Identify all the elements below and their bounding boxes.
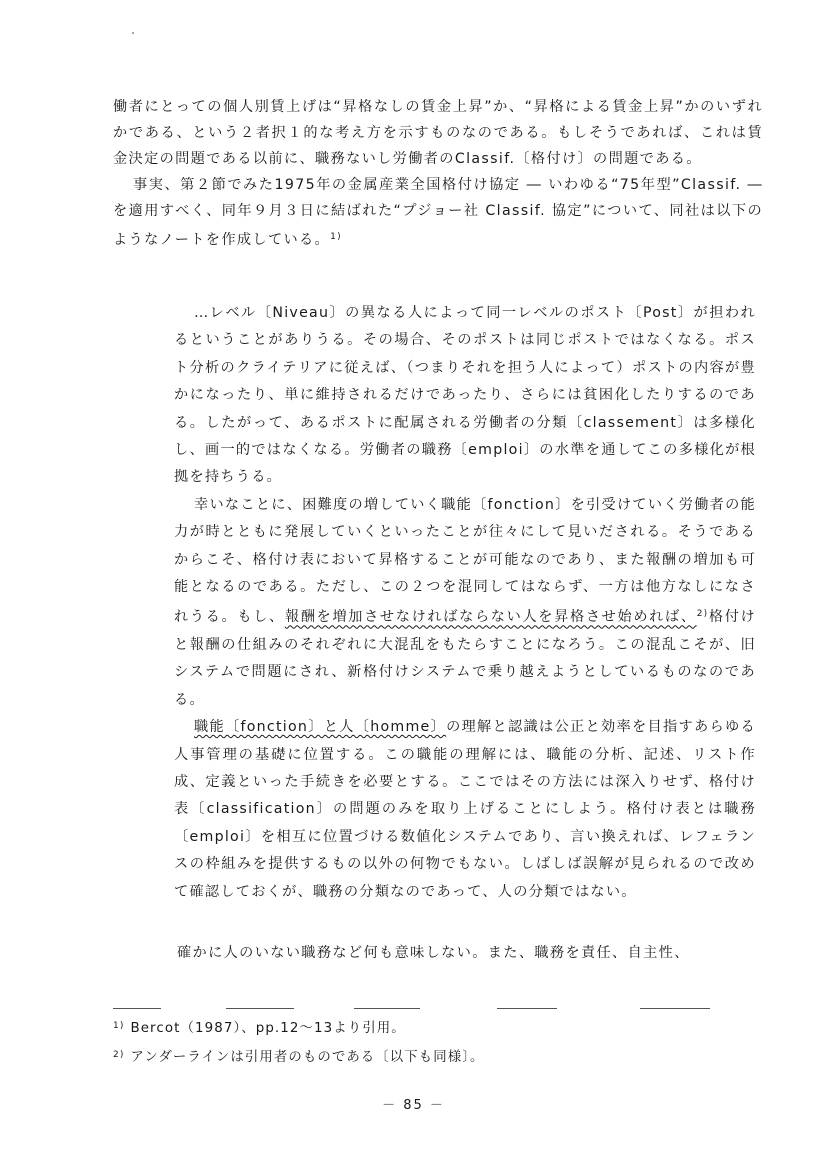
- footnote-ref-1: 1): [330, 232, 343, 242]
- page-number: － 85 －: [382, 1098, 445, 1113]
- footnote-2: $^{2)}$ アンダーラインは引用者のものである〔以下も同様〕。: [113, 1050, 485, 1065]
- footnote-1: $^{1)}$ Bercot（1987）、pp.12～13より引用。: [113, 1021, 406, 1036]
- footnote-rule: [226, 1008, 294, 1009]
- paragraph-1: 働者にとっての個人別賃上げは“昇格なしの賃金上昇”か、“昇格による賃金上昇”かのいずれかである、という２者択１的な考え方を示すものなのである。もしそうであれば、これは賃金決定の問題である以前に、職務ないし労働者のClassif.〔格付け〕の問題である。: [113, 99, 763, 167]
- footnote-rule: [640, 1008, 710, 1009]
- scan-speck: [132, 32, 134, 34]
- footnote-rule: [113, 1008, 161, 1009]
- paragraph-2: 事実、第２節でみた1975年の金属産業全国格付け協定 ― いわゆる“75年型”Classif. ― を適用すべく、同年９月３日に結ばれた“プジョー社 Classif. 協定”について、同社は以下のようなノートを作成している。$^{1)}$: [113, 177, 763, 248]
- quote-paragraph-2: 幸いなことに、困難度の増していく職能〔fonction〕を引受けていく労働者の能力が時とともに発展していくといったことが往々にして見いだされる。そうであるからこそ、格付け表において昇格することが可能なのであり、また報酬の増加も可能となるのである。ただし、この２つを混同してはならず、一方は他方なしになされうる。もし、報酬を増加させなければならない人を昇格させ始めれば、$^{2)}$格付けと報酬の仕組みのそれぞれに大混乱をもたらすことになろう。この混乱こそが、旧システムで問題にされ、新格付けシステムで乗り越えようとしているものなのである。: [174, 496, 757, 708]
- paragraph-3: 確かに人のいない職務など何も意味しない。また、職務を責任、自主性、: [177, 945, 690, 961]
- block-quote: [174, 300, 756, 906]
- footnote-rule: [497, 1008, 557, 1009]
- quote-paragraph-3: 職能〔fonction〕と人〔homme〕の理解と認識は公正と効率を目指すあらゆる人事管理の基礎に位置する。この職能の理解には、職能の分析、記述、リスト作成、定義といった手続きを必要とする。ここではその方法には深入りせず、格付け表〔classification〕の問題のみを取り上げることにしよう。格付け表とは職務〔emploi〕を相互に位置づける数値化システムであり、言い換えれば、レフェランスの枠組みを提供するもの以外の何物でもない。しばしば誤解が見られるので改めて確認しておくが、職務の分類なのであって、人の分類ではない。: [174, 719, 756, 900]
- main-text-continued: [113, 940, 763, 966]
- underlined-phrase: 報酬を増加させなければならない人を昇格させ始めれば、: [284, 609, 697, 626]
- main-text: [113, 94, 763, 253]
- footnotes: [113, 1013, 753, 1071]
- footnote-rule: [354, 1008, 420, 1009]
- quote-paragraph-1: …レベル〔Niveau〕の異なる人によって同一レベルのポスト〔Post〕が担われるということがありうる。その場合、そのポストは同じポストではなくなる。ポスト分析のクライテリアに従えば、（つまりそれを担う人によって）ポストの内容が豊かになったり、単に維持されるだけであったり、さらには貧困化したりするのである。したがって、あるポストに配属される労働者の分類〔classement〕は多様化し、画一的ではなくなる。労働者の職務〔emploi〕の水準を通してこの多様化が根拠を持ちうる。: [174, 305, 756, 486]
- footnote-ref-2: 2): [696, 609, 709, 620]
- underlined-phrase: 職能〔fonction〕と人〔homme〕: [194, 719, 447, 736]
